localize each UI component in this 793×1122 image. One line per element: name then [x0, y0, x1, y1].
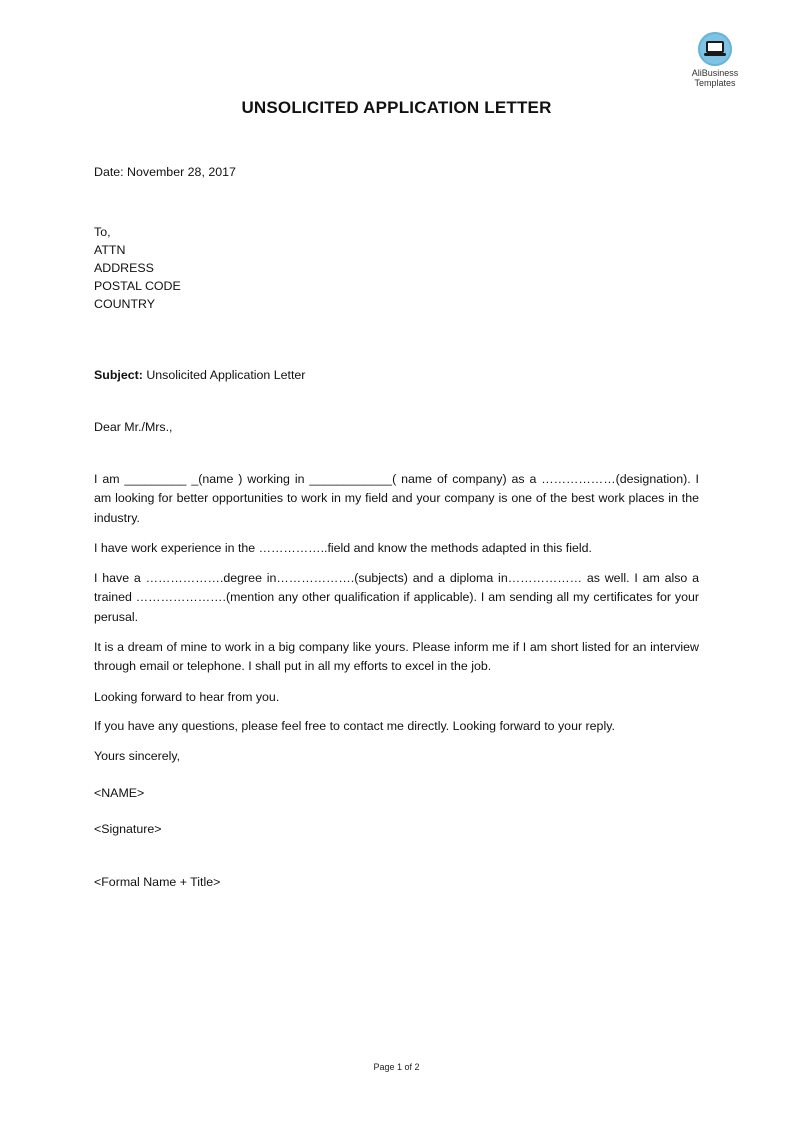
- subject-label: Subject:: [94, 368, 143, 382]
- logo-line-1: AliBusiness: [691, 68, 739, 78]
- signature-placeholder: <Signature>: [94, 822, 162, 836]
- formal-name-placeholder: <Formal Name + Title>: [94, 875, 221, 889]
- paragraph-experience: I have work experience in the ……………..field and know the methods adapted in this field.: [94, 541, 592, 555]
- recipient-to: To,: [94, 225, 111, 239]
- closing: Yours sincerely,: [94, 749, 181, 763]
- name-placeholder: <NAME>: [94, 786, 145, 800]
- logo-line-2: Templates: [694, 78, 736, 88]
- alibusiness-logo: [684, 32, 746, 88]
- recipient-country: COUNTRY: [94, 297, 156, 311]
- paragraph-request: It is a dream of mine to work in a big company like yours. Please inform me if I am short listed for an interview through email or telephone. I shall put in all my efforts to excel in the job.: [94, 640, 699, 674]
- recipient-attn: ATTN: [94, 243, 126, 257]
- page-title: UNSOLICITED APPLICATION LETTER: [241, 98, 552, 117]
- recipient-address: ADDRESS: [94, 261, 154, 275]
- paragraph-qualifications: I have a ……………….degree in……………….(subjects) and a diploma in……………… as well. I am also a trained ………………….(mention any other qualification if applicable). I am sending all my certificates for your perusal.: [94, 571, 699, 624]
- salutation: Dear Mr./Mrs.,: [94, 420, 173, 434]
- subject-value: Unsolicited Application Letter: [142, 368, 306, 382]
- subject-line: [94, 366, 305, 384]
- paragraph-introduction: I am _________ _(name ) working in ____________( name of company) as a ………………(designation). I am looking for better opportunities to work in my field and your company is one of the best work places in the industry.: [94, 472, 699, 525]
- logo-text: [684, 68, 746, 88]
- recipient-postal-code: POSTAL CODE: [94, 279, 181, 293]
- page-number: Page 1 of 2: [373, 1062, 420, 1072]
- paragraph-contact: If you have any questions, please feel free to contact me directly. Looking forward to your reply.: [94, 719, 615, 733]
- paragraph-looking-forward: Looking forward to hear from you.: [94, 690, 280, 704]
- date: Date: November 28, 2017: [94, 165, 236, 179]
- laptop-icon: [698, 32, 732, 66]
